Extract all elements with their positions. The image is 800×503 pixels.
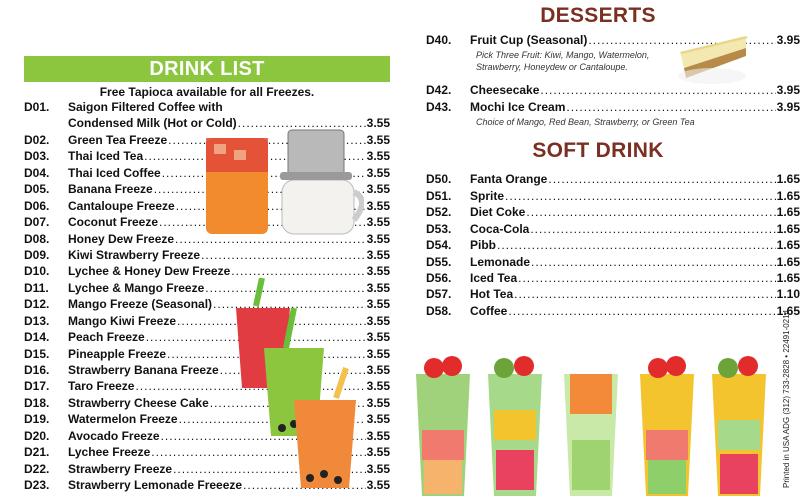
item-code: D05. — [24, 182, 50, 197]
item-name: Saigon Filtered Coffee with — [68, 100, 223, 114]
item-name: Fruit Cup (Seasonal) — [470, 33, 588, 47]
item-name: Strawberry Lemonade Freeeze — [68, 478, 243, 493]
item-price: 3.55 — [366, 395, 390, 410]
item-price: 3.55 — [366, 428, 390, 443]
menu-row — [426, 255, 800, 271]
item-price: 1.65 — [776, 221, 800, 236]
item-price: 3.55 — [366, 182, 390, 197]
item-name: Coconut Freeze — [68, 215, 159, 230]
coffee-mug — [282, 180, 354, 234]
item-price: 1.65 — [776, 238, 800, 253]
menu-row — [426, 205, 800, 221]
item-name: Avocado Freeze — [68, 428, 160, 443]
item-price: 3.55 — [366, 149, 390, 164]
item-name: Fanta Orange — [470, 172, 548, 187]
item-code: D52. — [426, 205, 452, 220]
item-code: D04. — [24, 165, 50, 180]
item-code: D10. — [24, 264, 50, 279]
item-price: 3.55 — [366, 264, 390, 279]
item-name: Strawberry Cheese Cake — [68, 395, 209, 410]
leader-dots — [505, 189, 776, 203]
item-code: D22. — [24, 461, 50, 476]
item-price: 3.55 — [366, 231, 390, 246]
item-code: D58. — [426, 303, 452, 318]
item-price: 3.95 — [776, 83, 800, 98]
item-name: Strawberry Freeze — [68, 461, 173, 476]
item-name: Cantaloupe Freeze — [68, 198, 175, 213]
item-name: Coca-Cola — [470, 221, 530, 236]
item-code: D09. — [24, 247, 50, 262]
item-code: D03. — [24, 149, 50, 164]
item-price: 3.55 — [366, 379, 390, 394]
item-name: Pibb — [470, 238, 496, 253]
item-price: 3.95 — [776, 99, 800, 114]
item-name: Taro Freeze — [68, 379, 135, 394]
menu-row — [426, 189, 800, 205]
item-price: 1.65 — [776, 270, 800, 285]
item-code: D17. — [24, 379, 50, 394]
menu-row — [24, 100, 390, 116]
item-code: D55. — [426, 254, 452, 269]
item-price: 1.65 — [776, 205, 800, 220]
leader-dots — [497, 238, 776, 252]
item-name-line2: Condensed Milk (Hot or Cold) — [68, 116, 237, 131]
menu-row — [426, 271, 800, 287]
item-price: 3.55 — [366, 313, 390, 328]
item-price: 3.55 — [366, 330, 390, 345]
item-price: 3.55 — [366, 165, 390, 180]
item-price: 1.65 — [776, 254, 800, 269]
item-code: D54. — [426, 238, 452, 253]
item-name: Cheesecake — [470, 83, 540, 98]
cheesecake-image — [676, 30, 752, 88]
item-code: D42. — [426, 83, 452, 98]
item-name: Lychee & Honey Dew Freeze — [68, 264, 231, 279]
item-code: D13. — [24, 313, 50, 328]
leader-dots — [201, 248, 366, 262]
leader-dots — [530, 222, 775, 236]
item-name: Watermelon Freeze — [68, 412, 178, 427]
desserts-title: DESSERTS — [540, 4, 656, 27]
item-code: D23. — [24, 478, 50, 493]
fruit-cup — [640, 356, 694, 496]
item-price: 3.55 — [366, 132, 390, 147]
item-code: D07. — [24, 215, 50, 230]
item-name: Kiwi Strawberry Freeze — [68, 247, 201, 262]
fruit-cup — [416, 356, 470, 496]
item-code: D15. — [24, 346, 50, 361]
item-price: 1.10 — [776, 287, 800, 302]
item-price: 1.65 — [776, 188, 800, 203]
item-code: D18. — [24, 395, 50, 410]
item-name: Mango Freeze (Seasonal) — [68, 297, 213, 312]
coffee-filter — [288, 130, 344, 178]
item-price: 3.55 — [366, 198, 390, 213]
item-name: Coffee — [470, 303, 508, 318]
item-code: D21. — [24, 445, 50, 460]
menu-row — [426, 172, 800, 188]
item-price: 3.55 — [366, 247, 390, 262]
item-name: Lychee & Mango Freeze — [68, 280, 205, 295]
item-price: 3.55 — [366, 412, 390, 427]
soft-drink-title: SOFT DRINK — [532, 139, 664, 163]
item-code: D14. — [24, 330, 50, 345]
item-name: Banana Freeze — [68, 182, 153, 197]
item-code: D57. — [426, 287, 452, 302]
item-code: D56. — [426, 270, 452, 285]
item-name: Honey Dew Freeze — [68, 231, 175, 246]
item-name: Sprite — [470, 188, 505, 203]
item-code: D02. — [24, 132, 50, 147]
item-code: D08. — [24, 231, 50, 246]
menu-row — [426, 287, 800, 303]
leader-dots — [566, 100, 775, 114]
item-code: D01. — [24, 100, 50, 114]
leader-dots — [514, 287, 776, 301]
leader-dots — [548, 172, 775, 186]
item-code: D16. — [24, 363, 50, 377]
item-description: Choice of Mango, Red Bean, Strawberry, or Green Tea — [476, 117, 695, 128]
item-price: 3.55 — [366, 478, 390, 493]
fruit-cup — [712, 356, 766, 496]
fruit-cup — [488, 356, 542, 496]
item-price: 3.55 — [366, 297, 390, 312]
menu-row — [426, 222, 800, 238]
leader-dots — [526, 205, 775, 219]
print-credit: Printed in USA ADG (312) 733-2828 • 22491-0214 — [782, 309, 791, 488]
fruit-cups-image — [412, 350, 780, 500]
item-name: Mango Kiwi Freeze — [68, 313, 177, 328]
item-name: Peach Freeze — [68, 330, 145, 345]
item-name: Green Tea Freeze — [68, 132, 168, 147]
freeze-drinks-image — [234, 278, 364, 490]
leader-dots — [231, 264, 365, 278]
drink-list-banner: DRINK LIST — [24, 56, 390, 82]
item-name: Thai Iced Tea — [68, 149, 144, 164]
item-name: Hot Tea — [470, 287, 514, 302]
item-code: D11. — [24, 280, 49, 295]
tapioca-note: Free Tapioca available for all Freezes. — [99, 85, 315, 99]
item-code: D43. — [426, 99, 452, 114]
item-price: 3.55 — [366, 280, 390, 295]
item-code: D51. — [426, 188, 452, 203]
item-code: D20. — [24, 428, 50, 443]
item-price: 3.55 — [366, 346, 390, 361]
item-name: Lemonade — [470, 254, 531, 269]
dessert-row — [426, 100, 800, 116]
leader-dots — [531, 255, 776, 269]
item-name: Thai Iced Coffee — [68, 165, 161, 180]
soft-drink-items — [426, 172, 800, 320]
item-name: Strawberry Banana Freeze — [68, 363, 219, 377]
fruit-cup — [564, 374, 618, 496]
menu-row — [426, 238, 800, 254]
item-price: 1.65 — [776, 172, 800, 187]
item-code: D53. — [426, 221, 452, 236]
item-name: Lychee Freeze — [68, 445, 151, 460]
item-price: 3.55 — [366, 363, 390, 377]
leader-dots — [508, 304, 775, 318]
leader-dots — [518, 271, 776, 285]
item-price: 3.95 — [776, 33, 800, 47]
menu-row — [426, 304, 800, 320]
item-name: Mochi Ice Cream — [470, 99, 566, 114]
menu-row — [24, 248, 390, 264]
item-description: Pick Three Fruit: Kiwi, Mango, Watermelon, Strawberry, Honeydew or Cantaloupe. — [476, 50, 650, 73]
item-code: D12. — [24, 297, 50, 312]
item-code: D40. — [426, 33, 452, 47]
thai-tea-and-coffee-image — [204, 120, 364, 236]
item-name: Pineapple Freeze — [68, 346, 167, 361]
item-name: Iced Tea — [470, 270, 518, 285]
item-code: D50. — [426, 172, 452, 187]
item-name: Diet Coke — [470, 205, 526, 220]
item-price: 3.55 — [366, 215, 390, 230]
item-price: 3.55 — [366, 445, 390, 460]
item-code: D19. — [24, 412, 50, 427]
item-price: 3.55 — [366, 461, 390, 476]
item-code: D06. — [24, 198, 50, 213]
item-price: 1.65 — [776, 303, 800, 318]
item-price: 3.55 — [366, 116, 390, 131]
